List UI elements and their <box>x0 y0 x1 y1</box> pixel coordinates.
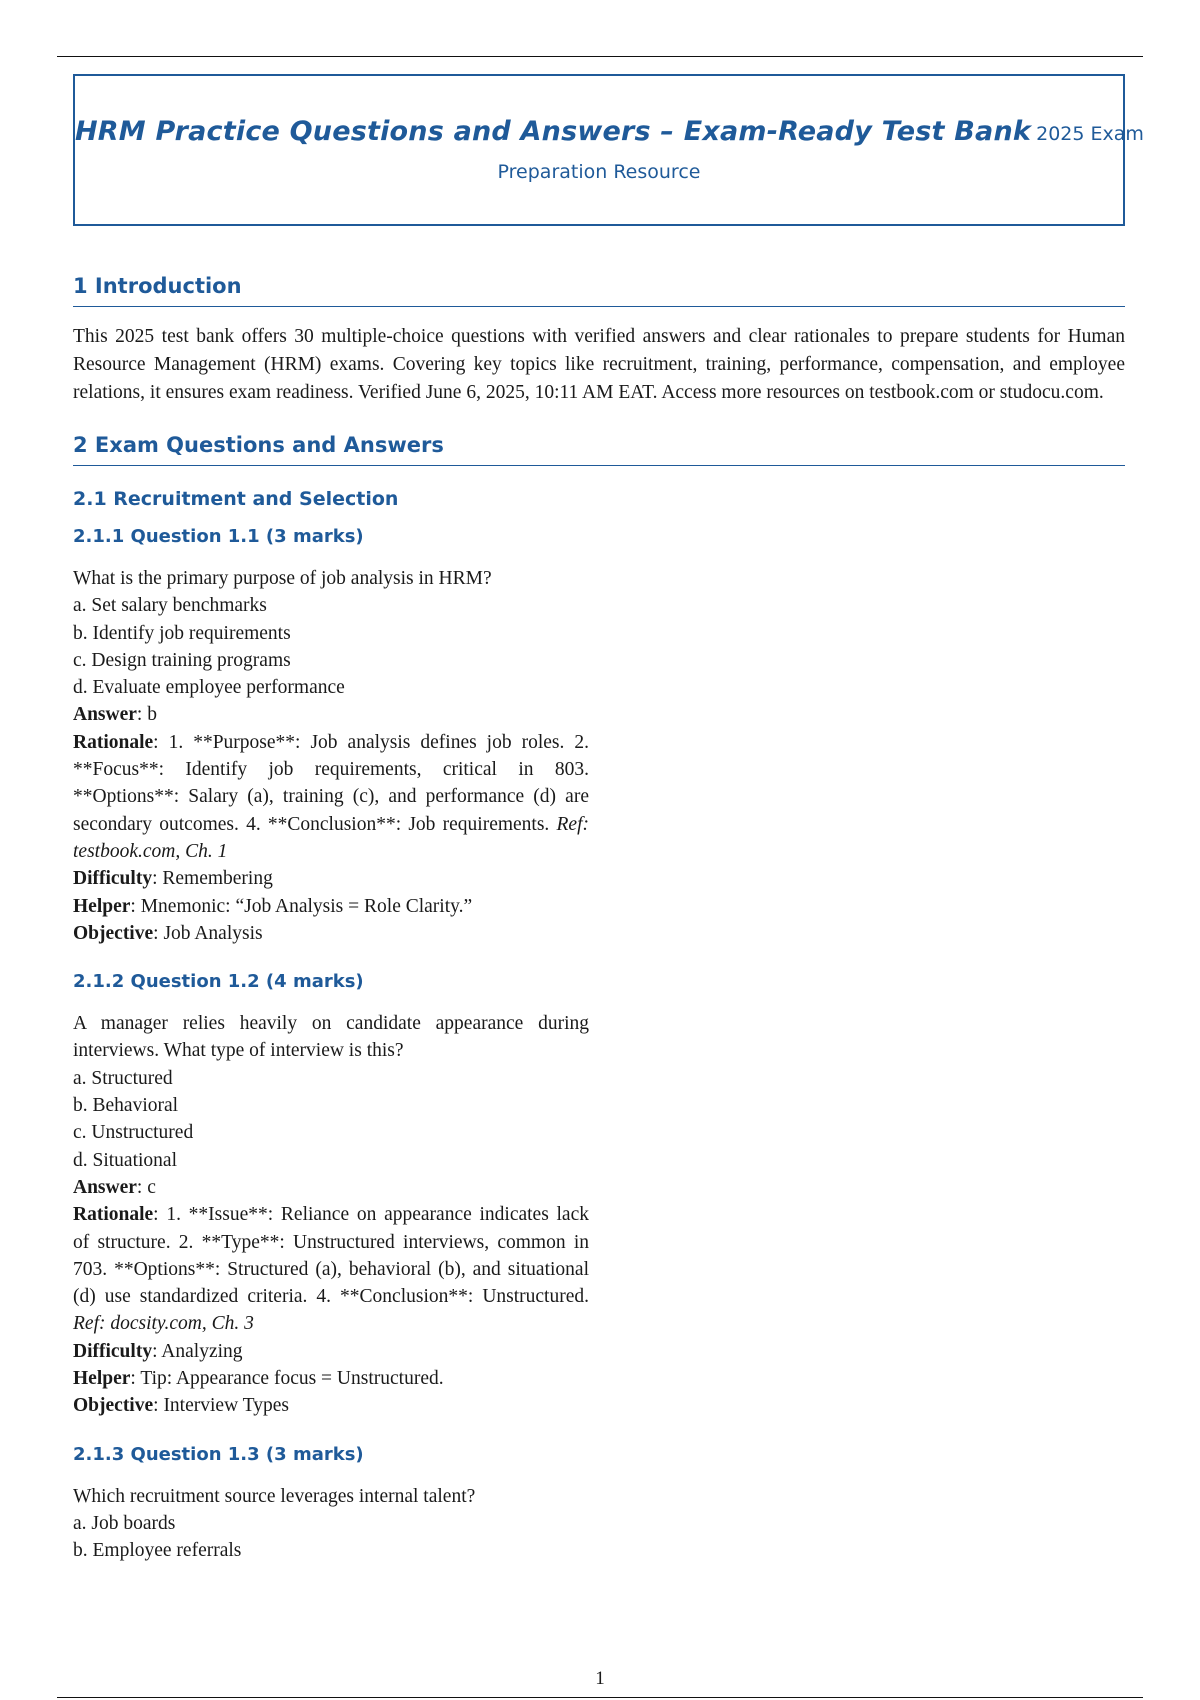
question-block <box>73 1010 589 1419</box>
title-subtitle: Preparation Resource <box>497 161 701 183</box>
option-a: a. Job boards <box>73 1512 176 1534</box>
difficulty-line: Difficulty: Analyzing <box>73 1340 243 1362</box>
rationale-label: Rationale <box>73 1204 154 1226</box>
option-c: c. Unstructured <box>73 1122 194 1144</box>
difficulty-label: Difficulty <box>73 868 153 890</box>
answer-label: Answer <box>73 1176 137 1198</box>
rationale-label: Rationale <box>73 731 154 753</box>
option-c: c. Design training programs <box>73 649 291 671</box>
intro-paragraph: This 2025 test bank offers 30 multiple-choice questions with verified answers and clear rationales to prepare students for Human Resource Management (HRM) exams. Covering key topics like recruitment, training, performance, compensation, and employee relations, it ensures exam readiness. Verified June 6, 2025, 10:11 AM EAT. Access more resources on testbook.com or studocu.com. <box>73 326 1125 403</box>
option-a: a. Structured <box>73 1067 173 1089</box>
reference-text: Ref: testbook.com, Ch. 1 <box>73 813 589 862</box>
option-a: a. Set salary benchmarks <box>73 595 267 617</box>
question-block <box>73 565 589 947</box>
question-text: Which recruitment source leverages internal talent? <box>73 1485 476 1507</box>
question-text: A manager relies heavily on candidate appearance during interviews. What type of interview is this? <box>73 1013 589 1062</box>
answer-label: Answer <box>73 704 137 726</box>
bottom-rule <box>57 1697 1143 1698</box>
answer-value: b <box>147 704 157 726</box>
question-heading: 2.1.2 Question 1.2 (4 marks) <box>73 971 364 993</box>
objective-value: Job Analysis <box>163 922 263 944</box>
rationale-line: Rationale: 1. **Issue**: Reliance on appearance indicates lack of structure. 2. **Type**: Unstructured interviews, common in 703. **Options**: Structured (a), behavioral (b), and situational (d) use standardized criteria. 4. **Conclusion**: Unstructured. Ref: docsity.com, Ch. 3 <box>73 1204 589 1335</box>
helper-value: Tip: Appearance focus = Unstructured. <box>140 1368 444 1390</box>
title-year-label: 2025 Exam <box>1036 123 1144 145</box>
difficulty-value: Remembering <box>162 868 273 890</box>
question-text: What is the primary purpose of job analysis in HRM? <box>73 568 492 589</box>
difficulty-label: Difficulty <box>73 1340 153 1362</box>
difficulty-line: Difficulty: Remembering <box>73 868 273 890</box>
title-line-1 <box>75 116 1144 147</box>
objective-line: Objective: Interview Types <box>73 1395 289 1417</box>
rationale-text: 1. **Issue**: Reliance on appearance indicates lack of structure. 2. **Type**: Unstructured interviews, common in 703. **Options**: Structured (a), behavioral (b), and situational (d) use standardized criteria. 4. **Conclusion**: Unstructured. <box>73 1204 589 1308</box>
subsection-heading-recruitment: 2.1 Recruitment and Selection <box>73 488 399 510</box>
helper-label: Helper <box>73 1368 131 1390</box>
helper-line: Helper: Tip: Appearance focus = Unstructured. <box>73 1368 444 1390</box>
option-b: b. Employee referrals <box>73 1540 242 1562</box>
objective-line: Objective: Job Analysis <box>73 922 263 944</box>
option-b: b. Identify job requirements <box>73 622 291 644</box>
option-d: d. Situational <box>73 1149 177 1171</box>
document-title: HRM Practice Questions and Answers – Exam-Ready Test Bank <box>75 116 1032 147</box>
page-number: 1 <box>595 1668 605 1689</box>
section-heading-exam-questions: 2 Exam Questions and Answers <box>73 433 1125 466</box>
question-block <box>73 1483 589 1565</box>
question-heading: 2.1.1 Question 1.1 (3 marks) <box>73 526 364 547</box>
objective-value: Interview Types <box>163 1395 289 1417</box>
rationale-text: 1. **Purpose**: Job analysis defines job roles. 2. **Focus**: Identify job requirements, critical in 803. **Options**: Salary (a), training (c), and performance (d) are secondary outcomes. 4. **Conclusion**: Job requirements. <box>73 731 589 835</box>
rationale-line: Rationale: 1. **Purpose**: Job analysis defines job roles. 2. **Focus**: Identify job requirements, critical in 803. **Options**: Salary (a), training (c), and performance (d) are secondary outcomes. 4. **Conclusion**: Job requirements. Ref: testbook.com, Ch. 1 <box>73 731 589 862</box>
helper-value: Mnemonic: “Job Analysis = Role Clarity.” <box>140 895 473 917</box>
title-box <box>73 74 1144 226</box>
objective-label: Objective <box>73 1395 154 1417</box>
difficulty-value: Analyzing <box>161 1340 243 1362</box>
document-content <box>73 266 1125 1565</box>
answer-value: c <box>147 1176 156 1198</box>
top-rule <box>57 56 1143 57</box>
section-heading-introduction: 1 Introduction <box>73 274 1125 307</box>
helper-label: Helper <box>73 895 131 917</box>
question-heading: 2.1.3 Question 1.3 (3 marks) <box>73 1443 364 1465</box>
reference-text: Ref: docsity.com, Ch. 3 <box>73 1313 254 1335</box>
option-b: b. Behavioral <box>73 1095 179 1117</box>
answer-line: Answer: c <box>73 1176 156 1198</box>
objective-label: Objective <box>73 922 154 944</box>
helper-line: Helper: Mnemonic: “Job Analysis = Role Clarity.” <box>73 895 473 917</box>
answer-line: Answer: b <box>73 704 157 726</box>
option-d: d. Evaluate employee performance <box>73 677 345 699</box>
